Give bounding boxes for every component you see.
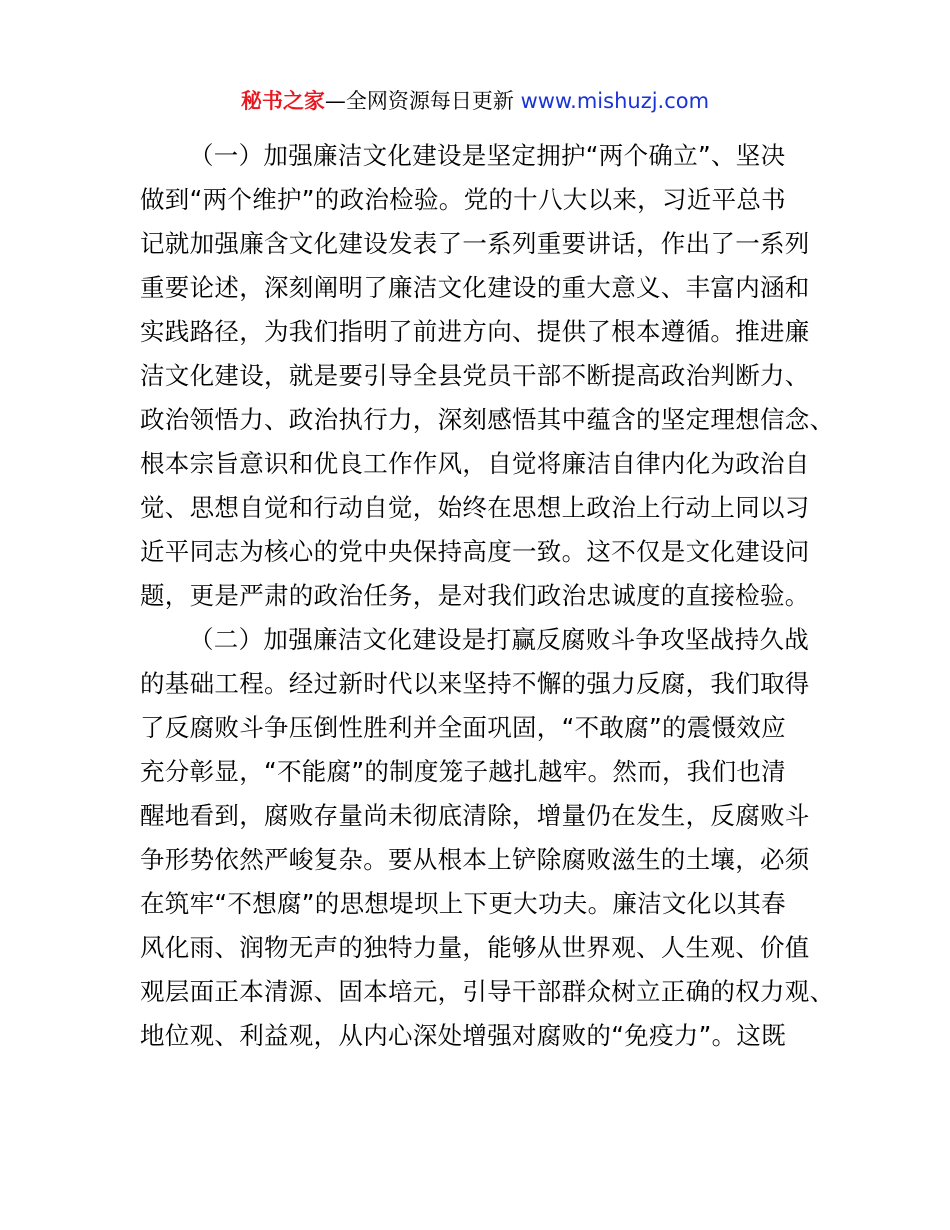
text-line: 洁文化建设，就是要引导全县党员干部不断提高政治判断力、 <box>140 361 810 390</box>
brand-name: 秘书之家 <box>240 89 325 113</box>
text-line: 充分彰显，“不能腐”的制度笼子越扎越牢。然而，我们也清 <box>140 757 786 786</box>
text-line: 在筑牢“不想腐”的思想堤坝上下更大功夫。廉洁文化以其春 <box>140 889 786 918</box>
text-line: 的基础工程。经过新时代以来坚持不懈的强力反腐，我们取得 <box>140 669 810 698</box>
website-link[interactable]: www.mishuzj.com <box>520 89 710 113</box>
text-line: 争形势依然严峻复杂。要从根本上铲除腐败滋生的土壤，必须 <box>140 845 810 874</box>
text-line: 风化雨、润物无声的独特力量，能够从世界观、人生观、价值 <box>140 933 810 962</box>
text-line: 近平同志为核心的党中央保持高度一致。这不仅是文化建设问 <box>140 537 810 566</box>
text-line: 记就加强廉含文化建设发表了一系列重要讲话，作出了一系列 <box>140 229 810 258</box>
text-line: 觉、思想自觉和行动自觉，始终在思想上政治上行动上同以习 <box>140 493 810 522</box>
text-line: （二）加强廉洁文化建设是打赢反腐败斗争攻坚战持久战 <box>189 625 809 654</box>
text-line: 重要论述，深刻阐明了廉洁文化建设的重大意义、丰富内涵和 <box>140 273 810 302</box>
text-line: （一）加强廉洁文化建设是坚定拥护“两个确立”、坚决 <box>189 141 786 170</box>
text-line: 做到“两个维护”的政治检验。党的十八大以来，习近平总书 <box>140 185 786 214</box>
text-line: 地位观、利益观，从内心深处增强对腐败的“免疫力”。这既 <box>140 1021 786 1050</box>
text-line: 政治领悟力、政治执行力，深刻感悟其中蕴含的坚定理想信念、 <box>140 405 835 434</box>
text-line: 观层面正本清源、固本培元，引导干部群众树立正确的权力观、 <box>140 977 835 1006</box>
text-line: 题，更是严肃的政治任务，是对我们政治忠诚度的直接检验。 <box>140 581 810 610</box>
text-line: 醒地看到，腐败存量尚未彻底清除，增量仍在发生，反腐败斗 <box>140 801 810 830</box>
page-header <box>0 86 950 116</box>
header-slogan: —全网资源每日更新 <box>324 89 521 113</box>
text-line: 实践路径，为我们指明了前进方向、提供了根本遵循。推进廉 <box>140 317 810 346</box>
text-line: 根本宗旨意识和优良工作作风，自觉将廉洁自律内化为政治自 <box>140 449 810 478</box>
text-line: 了反腐败斗争压倒性胜利并全面巩固，“不敢腐”的震慑效应 <box>140 713 786 742</box>
